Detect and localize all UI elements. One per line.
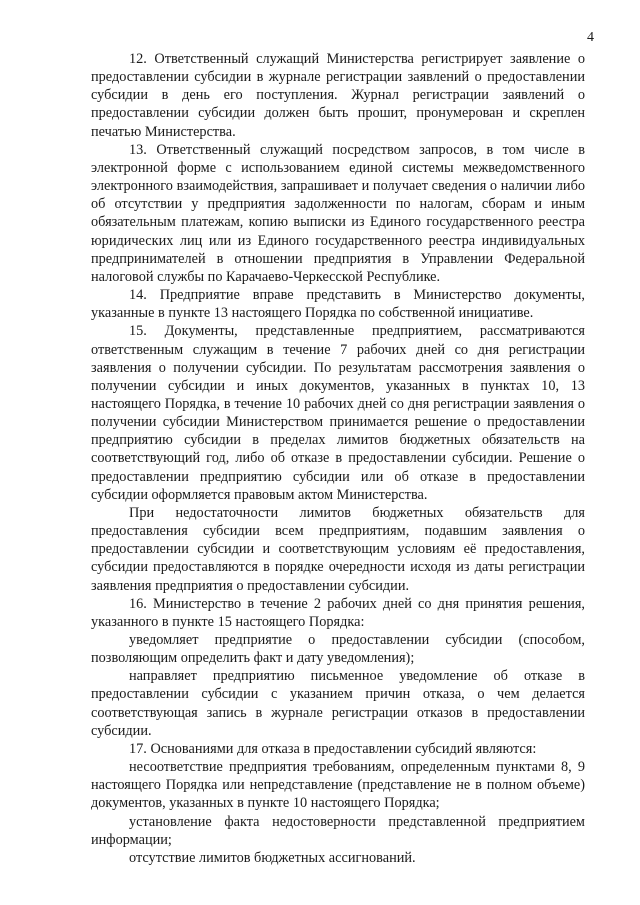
- paragraph-17-inaccuracy: установление факта недостоверности представленной предприятием информации;: [91, 813, 585, 848]
- paragraph-16: 16. Министерство в течение 2 рабочих дней со дня принятия решения, указанного в пункте 15 настоящего Порядка:: [91, 595, 585, 630]
- page-number: 4: [587, 30, 594, 45]
- paragraph-15: 15. Документы, представленные предприятием, рассматриваются ответственным служащим в течение 7 рабочих дней со дня регистрации заявления о получении субсидии. По результатам рассмотрения заявления о получении субсидии и иных документов, указанных в пунктах 10, 13 настоящего Порядка, в течение 10 рабочих дней со дня регистрации заявления о получении субсидии Министерством принимается решение о предоставлении предприятию субсидии в пределах лимитов бюджетных обязательств на соответствующий год, либо об отказе в предоставлении субсидии. Решение о предоставлении предприятию субсидии или об отказе в предоставлении субсидии оформляется правовым актом Министерства.: [91, 323, 585, 503]
- paragraph-15-insufficient-limits: При недостаточности лимитов бюджетных обязательств для предоставления субсидии всем предприятиям, подавшим заявления о предоставлении субсидии и соответствующим условиям её предоставления, субсидии предоставляются в порядке очередности исходя из даты регистрации заявления предприятия о предоставлении субсидии.: [91, 504, 585, 594]
- paragraph-17: 17. Основаниями для отказа в предоставлении субсидий являются:: [129, 740, 537, 757]
- document-body: [91, 50, 585, 867]
- paragraph-13: 13. Ответственный служащий посредством запросов, в том числе в электронной форме с использованием единой системы межведомственного электронного взаимодействия, запрашивает и получает сведения о наличии либо об отсутствии у предприятия задолженности по налогам, сборам и иным обязательным платежам, копию выписки из Единого государственного реестра юридических лиц или из Единого государственного реестра индивидуальных предпринимателей в отношении предприятия в Управлении Федеральной налоговой службы по Карачаево-Черкесской Республике.: [91, 141, 585, 285]
- paragraph-16-notify: уведомляет предприятие о предоставлении субсидии (способом, позволяющим определить факт и дату уведомления);: [91, 632, 585, 667]
- paragraph-17-nonconformity: несоответствие предприятия требованиям, определенным пунктами 8, 9 настоящего Порядка или непредставление (представление не в полном объеме) документов, указанных в пункте 10 настоящего Порядка;: [91, 759, 585, 812]
- paragraph-14: 14. Предприятие вправе представить в Министерство документы, указанные в пункте 13 настоящего Порядка по собственной инициативе.: [91, 287, 585, 322]
- paragraph-17-no-limits: отсутствие лимитов бюджетных ассигнований.: [129, 849, 416, 866]
- paragraph-16-refusal: направляет предприятию письменное уведомление об отказе в предоставлении субсидии с указанием причин отказа, о чем делается соответствующая запись в журнале регистрации отказов в предоставлении субсидии.: [91, 668, 585, 739]
- paragraph-12: 12. Ответственный служащий Министерства регистрирует заявление о предоставлении субсидии в журнале регистрации заявлений о предоставлении субсидии в день его поступления. Журнал регистрации заявлений о предоставлении субсидии должен быть прошит, пронумерован и скреплен печатью Министерства.: [91, 51, 585, 140]
